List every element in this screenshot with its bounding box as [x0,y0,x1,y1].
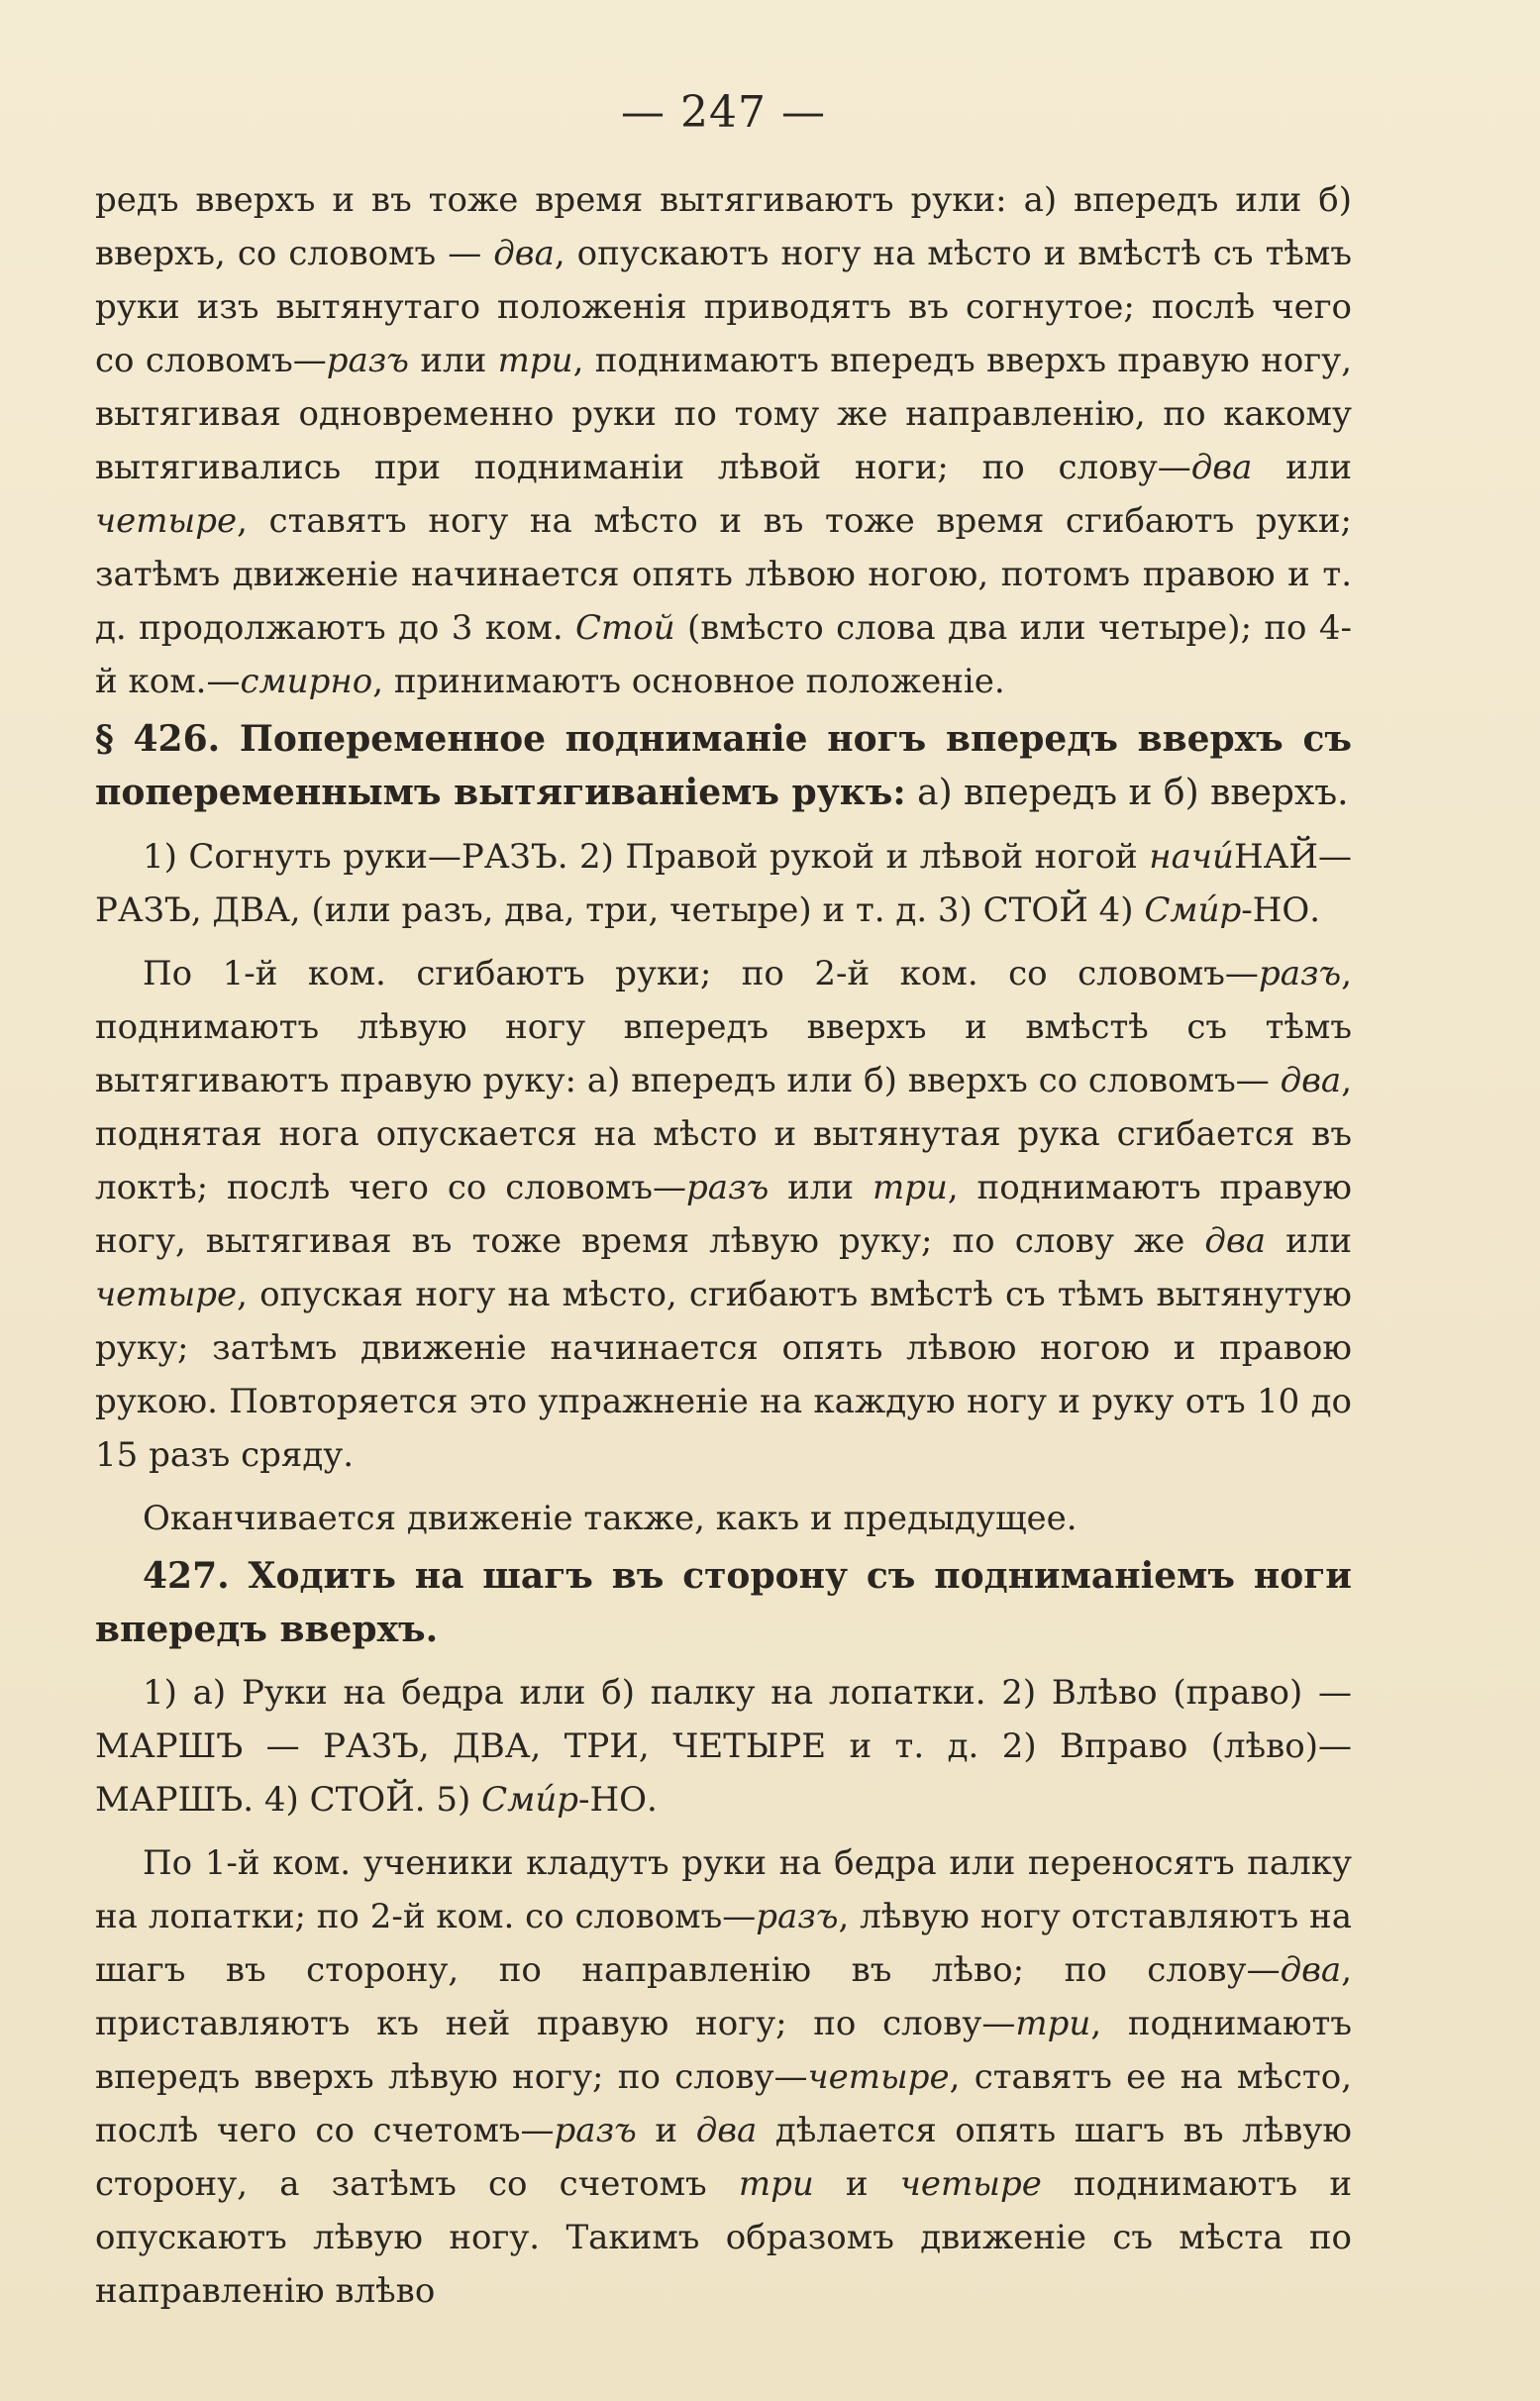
text-segment: разъ [686,1168,770,1207]
paragraph-p8 [95,1836,1352,2318]
text-segment: редъ вверхъ и въ тоже время вытягиваютъ руки: а) впередъ или б) вверхъ, со словомъ — [95,180,1352,273]
text-segment: три [497,341,573,380]
text-segment: , опускаютъ ногу на мѣсто и вмѣстѣ съ тѣмъ руки изъ вытянутаго положенія приводятъ въ согнутое; послѣ чего со словомъ— [95,234,1352,380]
text-segment: разъ [326,341,409,380]
text-body [95,173,1352,2318]
text-segment: разъ [1258,954,1342,993]
text-segment: или [408,341,498,380]
text-segment: , поднимаютъ лѣвую ногу впередъ вверхъ и вмѣстѣ съ тѣмъ вытягиваютъ правую руку: а) впередъ или б) вверхъ со словомъ— [95,954,1352,1100]
text-segment: -НО. [1241,890,1321,930]
text-segment: начи́ [1149,837,1234,877]
text-segment: По 1-й ком. сгибаютъ руки; по 2-й ком. со словомъ— [143,954,1259,993]
text-segment: Сми́р [481,1780,578,1820]
text-segment: Стой [575,608,675,648]
text-segment: , поднятая нога опускается на мѣсто и вытянутая рука сгибается въ локтѣ; послѣ чего со словомъ— [95,1061,1352,1207]
text-segment: три [1015,2004,1091,2043]
text-segment: четыре [95,501,238,541]
text-segment: четыре [95,1275,238,1314]
text-segment: По 1-й ком. ученики кладутъ руки на бедра или переносятъ палку на лопатки; по 2-й ком. со словомъ— [95,1843,1352,1936]
text-segment: два [1204,1221,1267,1261]
paragraph-p5 [95,1492,1352,1545]
text-segment: три [872,1168,948,1207]
text-segment: (вмѣсто слова два или четыре); по 4-й ком.— [95,608,1352,701]
text-segment: а) впередъ и б) вверхъ. [905,773,1349,813]
text-segment: два [1280,1950,1342,1990]
text-segment: и [636,2111,696,2150]
text-segment: два [1190,448,1253,487]
text-segment: , ставятъ ногу на мѣсто и въ тоже время сгибаютъ руки; затѣмъ движеніе начинается опять лѣвою ногою, потомъ правою и т. д. продолжаютъ до 3 ком. [95,501,1352,648]
text-segment: , поднимаютъ правую ногу, вытягивая въ тоже время лѣвую руку; по слову же [95,1168,1352,1261]
text-segment: два [695,2111,758,2150]
paragraph-p1 [95,173,1352,708]
paragraph-p3 [95,830,1352,937]
text-segment: Оканчивается движеніе также, какъ и предыдущее. [143,1499,1078,1538]
paragraph-p4 [95,947,1352,1482]
text-segment: дѣлается опять шагъ въ лѣвую сторону, а затѣмъ со счетомъ [95,2111,1352,2204]
paragraph-p6 [95,1549,1352,1656]
text-segment: три [738,2164,814,2204]
text-segment: или [1252,448,1352,487]
text-segment: поднимаютъ и опускаютъ лѣвую ногу. Такимъ образомъ движеніе съ мѣста по направленію влѣво [95,2164,1352,2311]
text-segment: , ставятъ ее на мѣсто, послѣ чего со счетомъ— [95,2057,1353,2150]
text-segment: четыре [899,2164,1042,2204]
text-segment: 1) Согнуть руки—РАЗЪ. 2) Правой рукой и лѣвой ногой [143,837,1150,877]
paragraph-p2 [95,712,1352,820]
text-segment: смирно [240,662,373,701]
text-segment: 427. Ходить на шагъ въ сторону съ подниманіемъ ноги впередъ вверхъ. [95,1555,1352,1650]
text-segment: разъ [756,1897,839,1936]
text-segment: , опуская ногу на мѣсто, сгибаютъ вмѣстѣ съ тѣмъ вытянутую руку; затѣмъ движеніе начинается опять лѣвою ногою и правою рукою. Повторяется это упражненіе на каждую ногу и руку отъ 10 до 15 разъ сряду. [95,1275,1352,1475]
text-segment: Сми́р [1144,890,1242,930]
text-segment: и [813,2164,900,2204]
text-segment: -НО. [577,1780,658,1820]
text-segment: , поднимаютъ впередъ вверхъ правую ногу, вытягивая одновременно руки по тому же направленію, по какому вытягивались при подниманіи лѣвой ноги; по слову— [95,341,1352,487]
paragraph-p7 [95,1666,1352,1827]
text-segment: НАЙ—РАЗЪ, ДВА, (или разъ, два, три, четыре) и т. д. 3) СТОЙ 4) [95,837,1352,930]
text-segment: разъ [554,2111,637,2150]
text-segment: два [1280,1061,1342,1100]
text-segment: , лѣвую ногу отставляютъ на шагъ въ сторону, по направленію въ лѣво; по слову— [95,1897,1352,1990]
text-segment: § 426. Попеременное подниманіе ногъ впередъ вверхъ съ попеременнымъ вытягиваніемъ рукъ: [95,718,1352,813]
text-segment: , поднимаютъ впередъ вверхъ лѣвую ногу; по слову— [95,2004,1352,2097]
page-number: — 247 — [621,87,826,138]
text-segment: или [1266,1221,1352,1261]
text-segment: , принимаютъ основное положеніе. [372,662,1005,701]
text-segment: два [493,234,555,273]
text-segment: четыре [807,2057,950,2097]
text-segment: или [769,1168,873,1207]
text-segment: , приставляютъ къ ней правую ногу; по слову— [95,1950,1352,2043]
text-segment: 1) а) Руки на бедра или б) палку на лопатки. 2) Влѣво (право) — МАРШЪ — РАЗЪ, ДВА, ТРИ, ЧЕТЫРЕ и т. д. 2) Вправо (лѣво)—МАРШЪ. 4) СТОЙ. 5) [95,1673,1352,1820]
